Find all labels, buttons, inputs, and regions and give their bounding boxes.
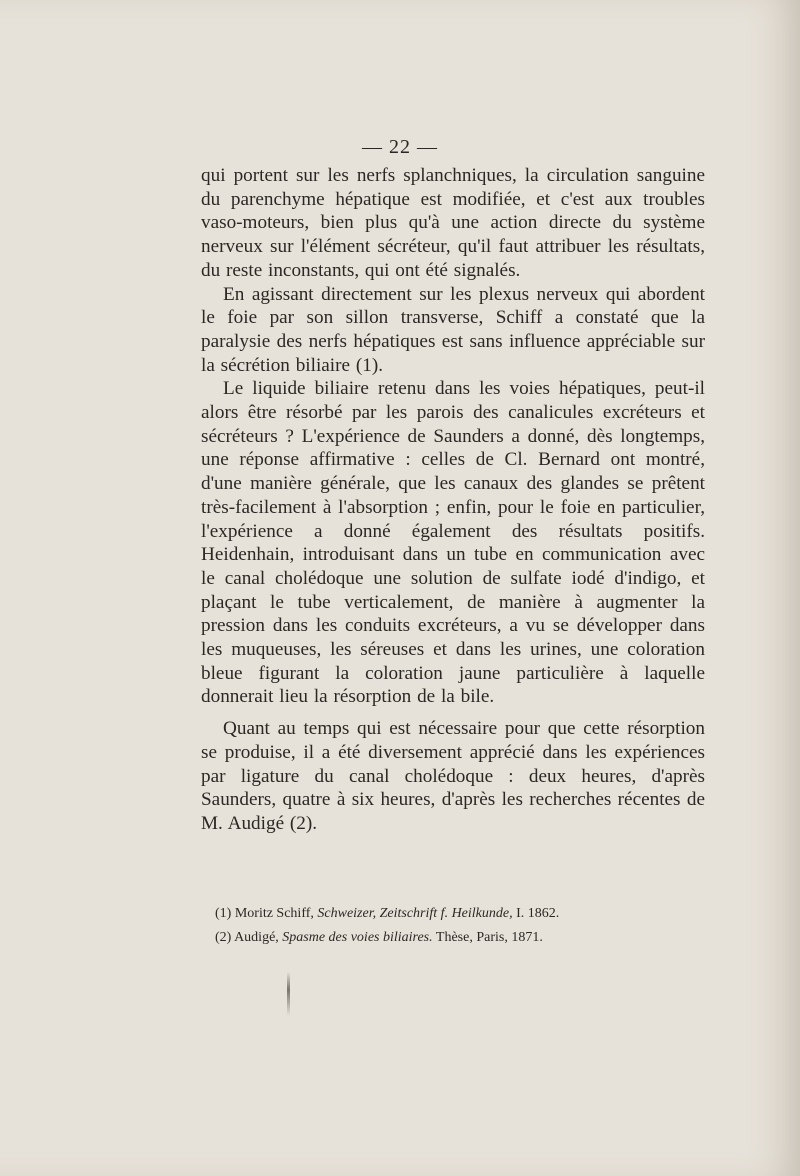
body-text <box>201 164 705 836</box>
paragraph-resorption: Le liquide biliaire retenu dans les voies hépatiques, peut-il alors être résorbé par les parois des canalicules excréteurs et sécréteurs ? L'expérience de Saunders a donné, dès longtemps, une réponse affirmative : celles de Cl. Bernard ont montré, d'une manière générale, que les canaux des glandes se prêtent très-facilement à l'absorption ; enfin, pour le foie en particulier, l'expérience a donné également des résultats positifs. Heidenhain, introduisant dans un tube en communication avec le canal cholédoque une solution de sulfate iodé d'indigo, et plaçant le tube verticalement, de manière à augmenter la pression dans les conduits excréteurs, a vu se développer dans les muqueuses, les séreuses et dans les urines, une coloration bleue figurant la coloration jaune particulière à laquelle donnerait lieu la résorption de la bile. <box>201 378 705 708</box>
footnote-marker: (2) <box>215 930 232 945</box>
page-number: — 22 — <box>362 136 438 158</box>
footnote-details: Thèse, Paris, 1871. <box>435 930 543 945</box>
footnote-details: I. 1862. <box>516 906 560 921</box>
footnote-author: Audigé, <box>234 930 279 945</box>
paragraph-continuation: qui portent sur les nerfs splanchniques, la circulation sanguine du parenchyme hépatique est modifiée, et c'est aux troubles vaso-moteurs, bien plus qu'à une action directe du système nerveux sur l'élément sécréteur, qu'il faut attribuer les résultats, du reste inconstants, qui ont été signalés. <box>201 165 705 281</box>
footnotes <box>215 902 695 950</box>
footnote-1 <box>215 902 695 926</box>
footnote-title: Schweizer, Zeitschrift f. Heilkunde, <box>317 906 513 921</box>
footnote-title: Spasme des voies biliaires. <box>282 930 433 945</box>
footnote-2 <box>215 926 695 950</box>
footnote-marker: (1) <box>215 906 232 921</box>
footnote-author: Moritz Schiff, <box>234 906 314 921</box>
paragraph-schiff: En agissant directement sur les plexus nerveux qui abordent le foie par son sillon transverse, Schiff a constaté que la paralysie des nerfs hépatiques est sans influence appréciable sur la sécrétion biliaire (1). <box>201 283 705 376</box>
paragraph-duration: Quant au temps qui est nécessaire pour que cette résorption se produise, il a été diversement apprécié dans les expériences par ligature du canal cholédoque : deux heures, d'après Saunders, quatre à six heures, d'après les recherches récentes de M. Audigé (2). <box>201 718 705 834</box>
ink-mark <box>287 972 290 1016</box>
